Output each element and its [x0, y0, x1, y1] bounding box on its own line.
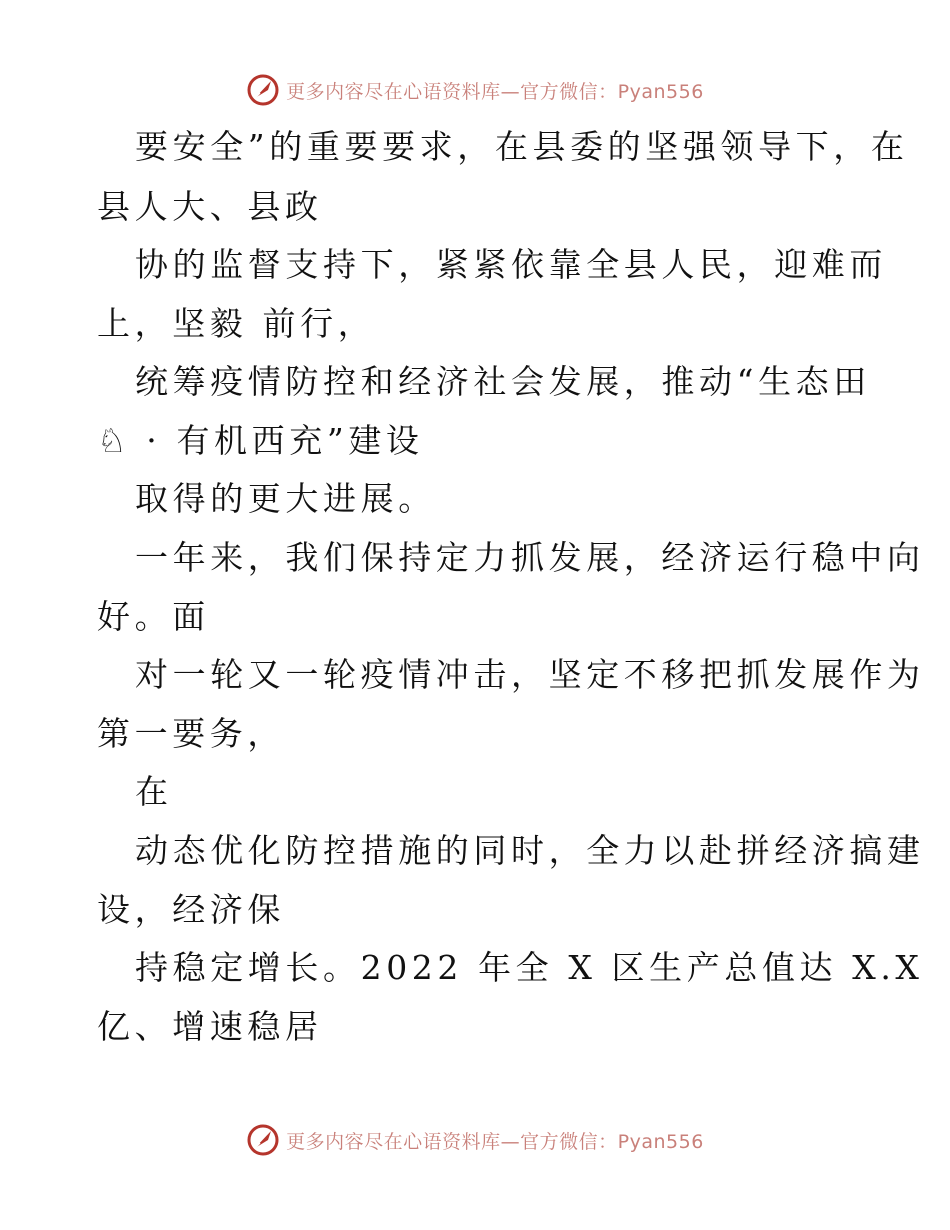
- body-line: 亿、增速稳居: [97, 1007, 323, 1046]
- body-line: 统筹疫情防控和经济社会发展，推动“生态田: [135, 362, 871, 401]
- body-line: 动态优化防控措施的同时，全力以赴拼经济搞建: [135, 831, 925, 870]
- body-line: ♘ · 有机西充”建设: [97, 421, 424, 460]
- body-line: 一年来，我们保持定力抓发展，经济运行稳中向: [135, 538, 925, 577]
- body-line: 设，经济保: [97, 890, 285, 929]
- body-line: 持稳定增长。2022 年全 X 区生产总值达 X.X: [135, 948, 924, 987]
- header-watermark: [0, 70, 950, 110]
- body-line: 第一要务，: [97, 714, 285, 753]
- body-line: 对一轮又一轮疫情冲击，坚定不移把抓发展作为: [135, 655, 925, 694]
- footer-watermark: [0, 1120, 950, 1160]
- feather-pen-logo-icon: [246, 73, 280, 107]
- body-line: 县人大、县政: [97, 187, 323, 226]
- body-line: 协的监督支持下，紧紧依靠全县人民，迎难而: [135, 245, 887, 284]
- watermark-text: 更多内容尽在心语资料库—官方微信：Pyan556: [286, 1130, 704, 1153]
- body-line: 要安全”的重要要求，在县委的坚强领导下，在: [135, 127, 909, 166]
- body-line: 上，坚毅 前行，: [97, 304, 376, 343]
- feather-pen-logo-icon: [246, 1123, 280, 1157]
- body-line: 在: [135, 772, 173, 811]
- body-line: 好。面: [97, 597, 210, 636]
- watermark-text: 更多内容尽在心语资料库—官方微信：Pyan556: [286, 80, 704, 103]
- body-line: 取得的更大进展。: [135, 479, 436, 518]
